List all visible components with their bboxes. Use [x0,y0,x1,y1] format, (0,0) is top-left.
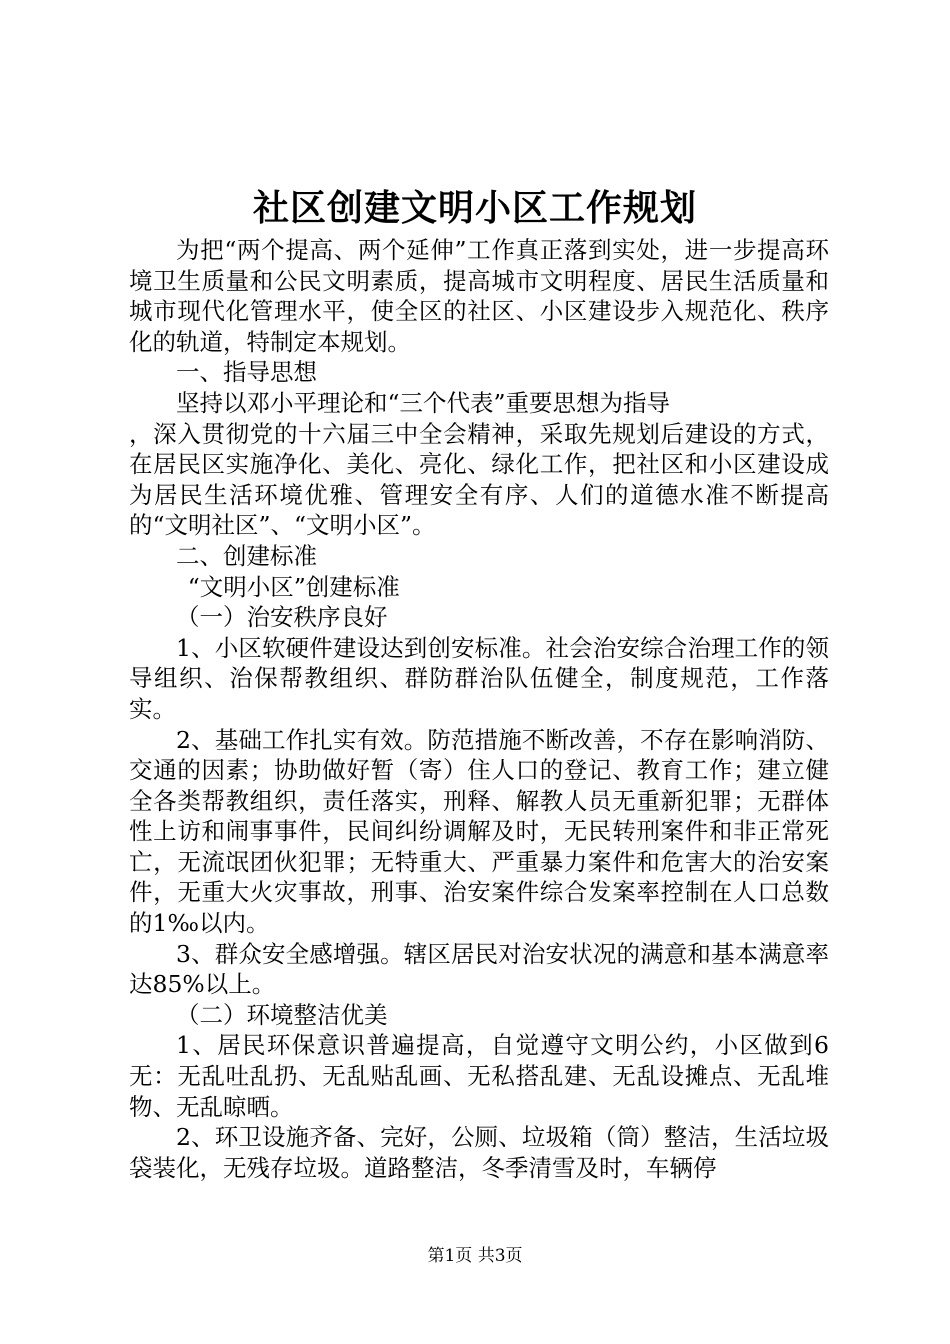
guiding-paragraph-line: 坚持以邓小平理论和“三个代表”重要思想为指导 [176,388,671,417]
guiding-paragraph: ，深入贯彻党的十六届三中全会精神，采取先规划后建设的方式，在居民区实施净化、美化、亮化、绿化工作，把社区和小区建设成为居民生活环境优雅、管理安全有序、人们的道德水准不断提高的“文明社区”、“文明小区”。 [129,419,829,540]
subsection-heading-environment: （二）环境整洁优美 [176,1000,388,1029]
page-footer: 第1页 共3页 [427,1246,523,1266]
list-item-environment-1: 1、居民环保意识普遍提高，自觉遵守文明公约，小区做到6无：无乱吐乱扔、无乱贴乱画、无私搭乱建、无乱设摊点、无乱堆物、无乱晾晒。 [129,1031,829,1121]
document-title: 社区创建文明小区工作规划 [252,187,697,229]
subsection-heading-civilized-community: “文明小区”创建标准 [187,572,400,601]
list-item-environment-2: 2、环卫设施齐备、完好，公厕、垃圾箱（筒）整洁，生活垃圾袋装化，无残存垃圾。道路整洁，冬季清雪及时，车辆停 [129,1123,829,1182]
document-body [129,235,829,1183]
list-item-order-1: 1、小区软硬件建设达到创安标准。社会治安综合治理工作的领导组织、治保帮教组织、群防群治队伍健全，制度规范，工作落实。 [129,633,829,723]
section-heading-standards: 二、创建标准 [176,541,317,570]
intro-paragraph: 为把“两个提高、两个延伸”工作真正落到实处，进一步提高环境卫生质量和公民文明素质，提高城市文明程度、居民生活质量和城市现代化管理水平，使全区的社区、小区建设步入规范化、秩序化的轨道，特制定本规划。 [129,236,829,356]
list-item-order-3: 3、群众安全感增强。辖区居民对治安状况的满意和基本满意率达85%以上。 [129,939,829,999]
subsection-heading-public-order: （一）治安秩序良好 [176,603,388,632]
list-item-order-2: 2、基础工作扎实有效。防范措施不断改善，不存在影响消防、交通的因素；协助做好暂（寄）住人口的登记、教育工作；建立健全各类帮教组织，责任落实，刑释、解教人员无重新犯罪；无群体性上访和闹事事件，民间纠纷调解及时，无民转刑案件和非正常死亡，无流氓团伙犯罪；无特重大、严重暴力案件和危害大的治安案件，无重大火灾事故，刑事、治安案件综合发案率控制在人口总数的1‰以内。 [129,725,829,938]
section-heading-guiding-ideology: 一、指导思想 [176,358,317,387]
